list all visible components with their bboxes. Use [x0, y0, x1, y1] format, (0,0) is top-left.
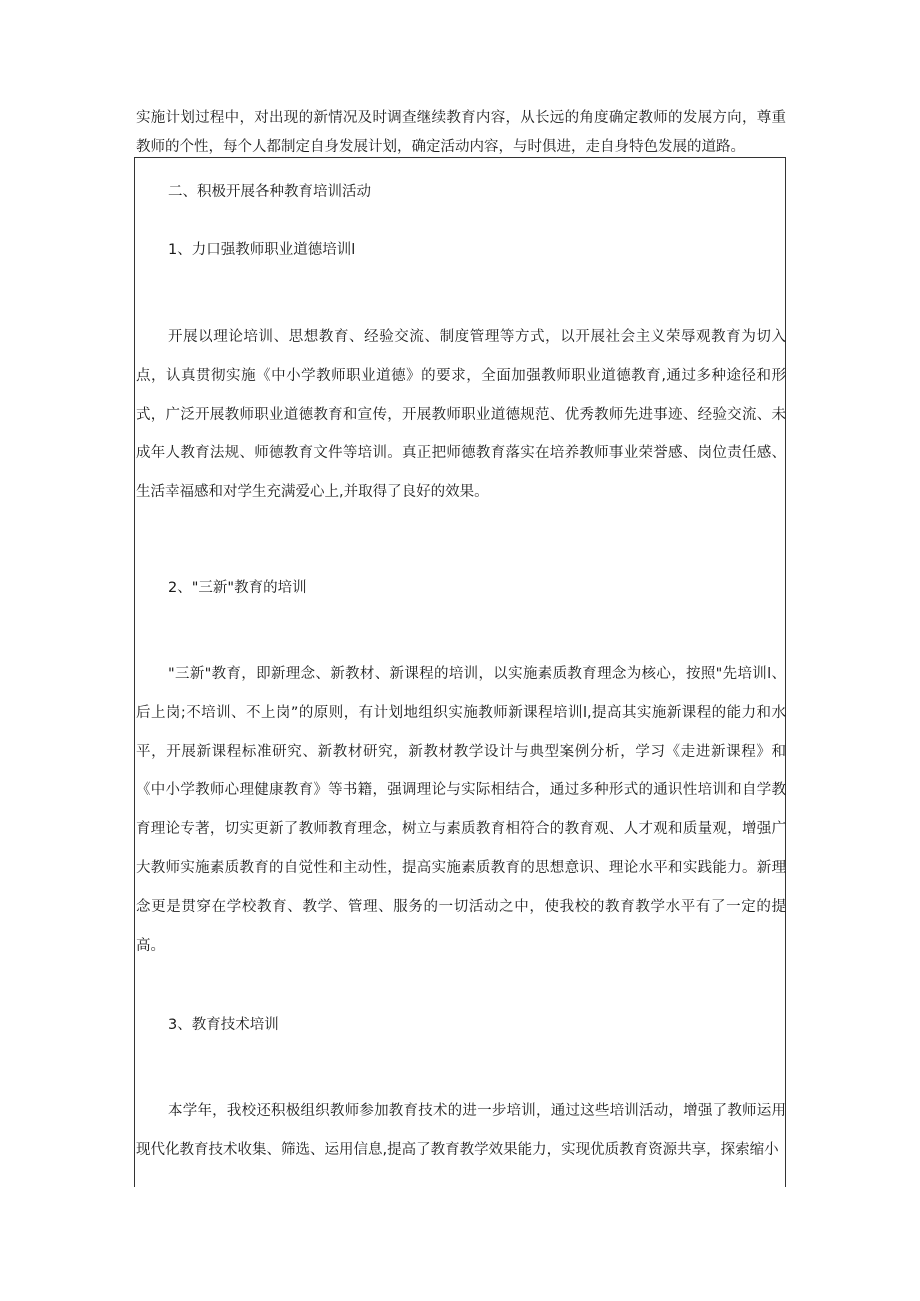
section-heading: 二、积极开展各种教育培训活动	[168, 184, 371, 200]
item1-heading: 1、力口强教师职业道德培训l	[168, 242, 356, 258]
item2-paragraph: "三新"教育，即新理念、新教材、新课程的培训，以实施素质教育理念为核心，按照"先培训l、后上岗;不培训、不上岗”的原则，有计划地组织实施教师新课程培训l,提高其实施新课程的能力和水平，开展新课程标准研究、新教材研究，新教材教学设计与典型案例分析，学习《走进新课程》和《中小学教师心理健康教育》等书籍，强调理论与实际相结合，通过多种形式的通识性培训和自学教育理论专著，切实更新了教师教育理念，树立与素质教育相符合的教育观、人才观和质量观，增强广大教师实施素质教育的自觉性和主动性，提高实施素质教育的思想意识、理论水平和实践能力。新理念更是贯穿在学校教育、教学、管理、服务的一切活动之中，使我校的教育教学水平有了一定的提高。	[136, 666, 786, 954]
item3-heading: 3、教育技术培训	[168, 1017, 279, 1033]
intro-paragraph: 实施计划过程中，对出现的新情况及时调查继续教育内容，从长远的角度确定教师的发展方向，尊重教师的个性，每个人都制定自身发展计划，确定活动内容，与时俱进，走自身特色发展的道路。	[136, 110, 786, 155]
item3-paragraph: 本学年，我校还积极组织教师参加教育技术的进一步培训，通过这些培训活动，增强了教师运用现代化教育技术收集、筛选、运用信息,提高了教育教学效果能力，实现优质教育资源共享，探索缩小	[136, 1103, 786, 1158]
item1-paragraph: 开展以理论培训、思想教育、经验交流、制度管理等方式，以开展社会主义荣辱观教育为切入点，认真贯彻实施《中小学教师职业道德》的要求，全面加强教师职业道德教育,通过多种途径和形式，广泛开展教师职业道德教育和宣传，开展教师职业道德规范、优秀教师先进事迹、经验交流、未成年人教育法规、师德教育文件等培训。真正把师德教育落实在培养教师事业荣誉感、岗位责任感、生活幸福感和对学生充满爱心上,并取得了良好的效果。	[136, 329, 786, 501]
item2-heading: 2、"三新"教育的培训	[168, 580, 307, 596]
